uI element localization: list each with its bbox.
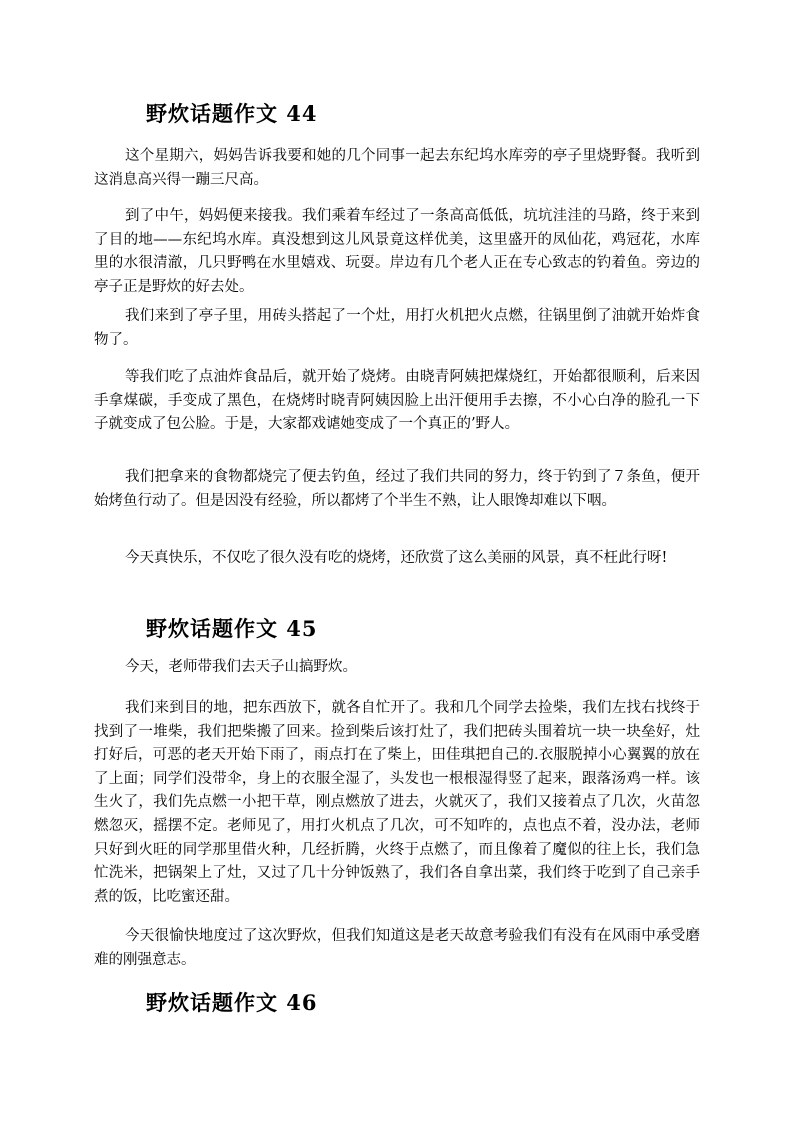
paragraph: 我们把拿来的食物都烧完了便去钓鱼，经过了我们共同的努力，终于钓到了７条鱼，便开始烤鱼行动了。但是因没有经验，所以都烤了个半生不熟，让人眼馋却难以下咽。 [94, 469, 700, 509]
section-title: 野炊话题作文 45 [146, 616, 318, 641]
paragraph: 今天真快乐，不仅吃了很久没有吃的烧烤，还欣赏了这么美丽的风景，真不枉此行呀! [125, 550, 668, 566]
paragraph: 我们来到目的地，把东西放下，就各自忙开了。我和几个同学去捡柴，我们左找右找终于找到了一堆柴，我们把柴搬了回来。捡到柴后该打灶了，我们把砖头围着坑一块一块垒好，灶打好后，可恶的老天开始下雨了，雨点打在了柴上，田佳琪把自己的.衣服脱掉小心翼翼的放在了上面；同学们没带伞，身上的衣服全湿了，头发也一根根湿得竖了起来，跟落汤鸡一样。该生火了，我们先点燃一小把干草，刚点燃放了进去，火就灭了，我们又接着点了几次，火苗忽燃忽灭，摇摆不定。老师见了，用打火机点了几次，可不知咋的，点也点不着，没办法，老师只好到火旺的同学那里借火种，几经折腾，火终于点燃了，而且像着了魔似的往上长，我们急忙洗米，把锅架上了灶，又过了几十分钟饭熟了，我们各自拿出菜，我们终于吃到了自己亲手煮的饭，比吃蜜还甜。 [94, 700, 700, 905]
paragraph: 这个星期六，妈妈告诉我要和她的几个同事一起去东纪坞水库旁的亭子里烧野餐。我听到这消息高兴得一蹦三尺高。 [94, 148, 700, 188]
section-title: 野炊话题作文 46 [146, 990, 318, 1015]
paragraph: 到了中午，妈妈便来接我。我们乘着车经过了一条高高低低，坑坑洼洼的马路，终于来到了目的地——东纪坞水库。真没想到这儿风景竟这样优美，这里盛开的凤仙花，鸡冠花，水库里的水很清澈，几只野鸭在水里嬉戏、玩耍。岸边有几个老人正在专心致志的钓着鱼。旁边的亭子正是野炊的好去处。 [94, 208, 700, 295]
section-title: 野炊话题作文 44 [146, 101, 318, 126]
paragraph: 今天，老师带我们去天子山搞野炊。 [125, 659, 357, 675]
paragraph: 等我们吃了点油炸食品后，就开始了烧烤。由晓青阿姨把煤烧红，开始都很顺利，后来因手拿煤碳，手变成了黑色，在烧烤时晓青阿姨因脸上出汗便用手去擦，不小心白净的脸孔一下子就变成了包公脸。于是，大家都戏谑她变成了一个真正的’野人。 [94, 369, 700, 433]
paragraph: 今天很愉快地度过了这次野炊，但我们知道这是老天故意考验我们有没有在风雨中承受磨难的刚强意志。 [94, 928, 700, 968]
paragraph: 我们来到了亭子里，用砖头搭起了一个灶，用打火机把火点燃，往锅里倒了油就开始炸食物了。 [94, 308, 700, 348]
